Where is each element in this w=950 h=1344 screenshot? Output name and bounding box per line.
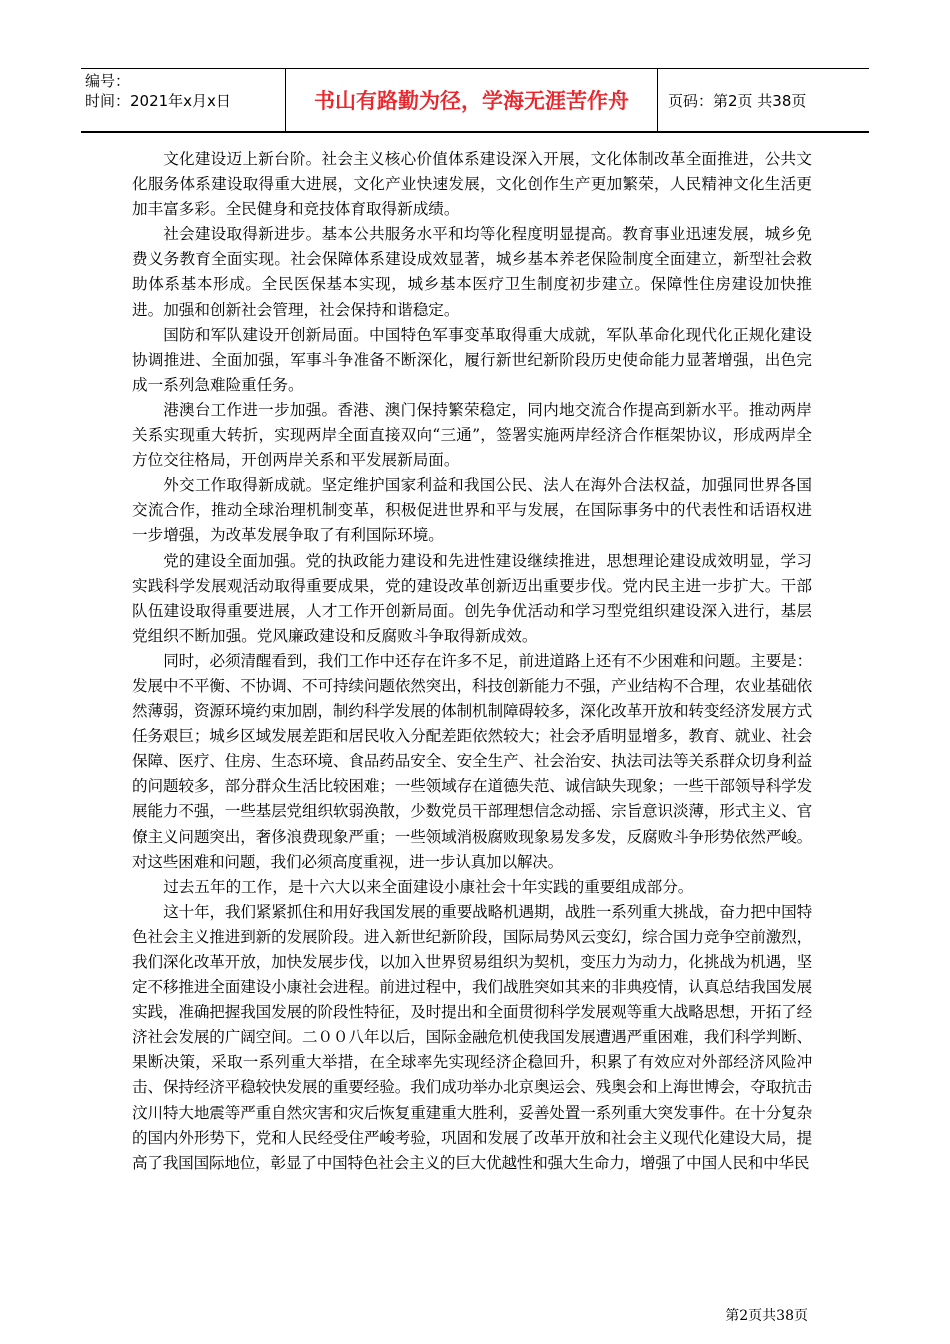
paragraph-diplomacy: 外交工作取得新成就。坚定维护国家利益和我国公民、法人在海外合法权益，加强同世界各国交流合作，推动全球治理机制变革，积极促进世界和平与发展，在国际事务中的代表性和话语权进一步增强，为改革发展争取了有利国际环境。 [132, 476, 812, 545]
document-code-label: 编号： [85, 72, 131, 90]
document-body [132, 147, 812, 1176]
paragraph-past-five-years: 过去五年的工作，是十六大以来全面建设小康社会十年实践的重要组成部分。 [163, 877, 694, 896]
header-meta [81, 69, 286, 131]
page-header [81, 68, 869, 133]
header-page-number: 页码：第2页 共38页 [668, 91, 807, 110]
header-motto: 书山有路勤为径，学海无涯苦作舟 [286, 69, 658, 131]
paragraph-society: 社会建设取得新进步。基本公共服务水平和均等化程度明显提高。教育事业迅速发展，城乡免费义务教育全面实现。社会保障体系建设成效显著，城乡基本养老保险制度全面建立，新型社会救助体系基本形成。全民医保基本实现，城乡基本医疗卫生制度初步建立。保障性住房建设加快推进。加强和创新社会管理，社会保持和谐稳定。 [132, 225, 812, 319]
document-time-label: 时间：2021年x月x日 [85, 92, 231, 110]
paragraph-ten-years: 这十年，我们紧紧抓住和用好我国发展的重要战略机遇期，战胜一系列重大挑战，奋力把中国特色社会主义推进到新的发展阶段。进入新世纪新阶段，国际局势风云变幻，综合国力竞争空前激烈，我们深化改革开放，加快发展步伐，以加入世界贸易组织为契机，变压力为动力，化挑战为机遇，坚定不移推进全面建设小康社会进程。前进过程中，我们战胜突如其来的非典疫情，认真总结我国发展实践，准确把握我国发展的阶段性特征，及时提出和全面贯彻科学发展观等重大战略思想，开拓了经济社会发展的广阔空间。二００八年以后，国际金融危机使我国发展遭遇严重困难，我们科学判断、果断决策，采取一系列重大举措，在全球率先实现经济企稳回升，积累了有效应对外部经济风险冲击、保持经济平稳较快发展的重要经验。我们成功举办北京奥运会、残奥会和上海世博会，夺取抗击汶川特大地震等严重自然灾害和灾后恢复重建重大胜利，妥善处置一系列重大突发事件。在十分复杂的国内外形势下，党和人民经受住严峻考验，巩固和发展了改革开放和社会主义现代化建设大局，提高了我国国际地位，彰显了中国特色社会主义的巨大优越性和强大生命力，增强了中国人民和中华民 [132, 902, 812, 1172]
paragraph-party-building: 党的建设全面加强。党的执政能力建设和先进性建设继续推进，思想理论建设成效明显，学习实践科学发展观活动取得重要成果，党的建设改革创新迈出重要步伐。党内民主进一步扩大。干部队伍建设取得重要进展，人才工作开创新局面。创先争优活动和学习型党组织建设深入进行，基层党组织不断加强。党风廉政建设和反腐败斗争取得新成效。 [132, 551, 812, 645]
paragraph-problems: 同时，必须清醒看到，我们工作中还存在许多不足，前进道路上还有不少困难和问题。主要是：发展中不平衡、不协调、不可持续问题依然突出，科技创新能力不强，产业结构不合理，农业基础依然薄弱，资源环境约束加剧，制约科学发展的体制机制障碍较多，深化改革开放和转变经济发展方式任务艰巨；城乡区域发展差距和居民收入分配差距依然较大；社会矛盾明显增多，教育、就业、社会保障、医疗、住房、生态环境、食品药品安全、安全生产、社会治安、执法司法等关系群众切身利益的问题较多，部分群众生活比较困难；一些领域存在道德失范、诚信缺失现象；一些干部领导科学发展能力不强，一些基层党组织软弱涣散，少数党员干部理想信念动摇、宗旨意识淡薄，形式主义、官僚主义问题突出，奢侈浪费现象严重；一些领域消极腐败现象易发多发，反腐败斗争形势依然严峻。对这些困难和问题，我们必须高度重视，进一步认真加以解决。 [132, 651, 812, 871]
paragraph-hk-macau-taiwan: 港澳台工作进一步加强。香港、澳门保持繁荣稳定，同内地交流合作提高到新水平。推动两岸关系实现重大转折，实现两岸全面直接双向“三通”，签署实施两岸经济合作框架协议，形成两岸全方位交往格局，开创两岸关系和平发展新局面。 [132, 400, 812, 470]
paragraph-culture: 文化建设迈上新台阶。社会主义核心价值体系建设深入开展，文化体制改革全面推进，公共文化服务体系建设取得重大进展，文化产业快速发展，文化创作生产更加繁荣，人民精神文化生活更加丰富多彩。全民健身和竞技体育取得新成绩。 [132, 150, 812, 219]
page-footer: 第2页共38页 [725, 1308, 808, 1324]
paragraph-defense: 国防和军队建设开创新局面。中国特色军事变革取得重大成就，军队革命化现代化正规化建设协调推进、全面加强，军事斗争准备不断深化，履行新世纪新阶段历史使命能力显著增强，出色完成一系列急难险重任务。 [132, 325, 812, 394]
